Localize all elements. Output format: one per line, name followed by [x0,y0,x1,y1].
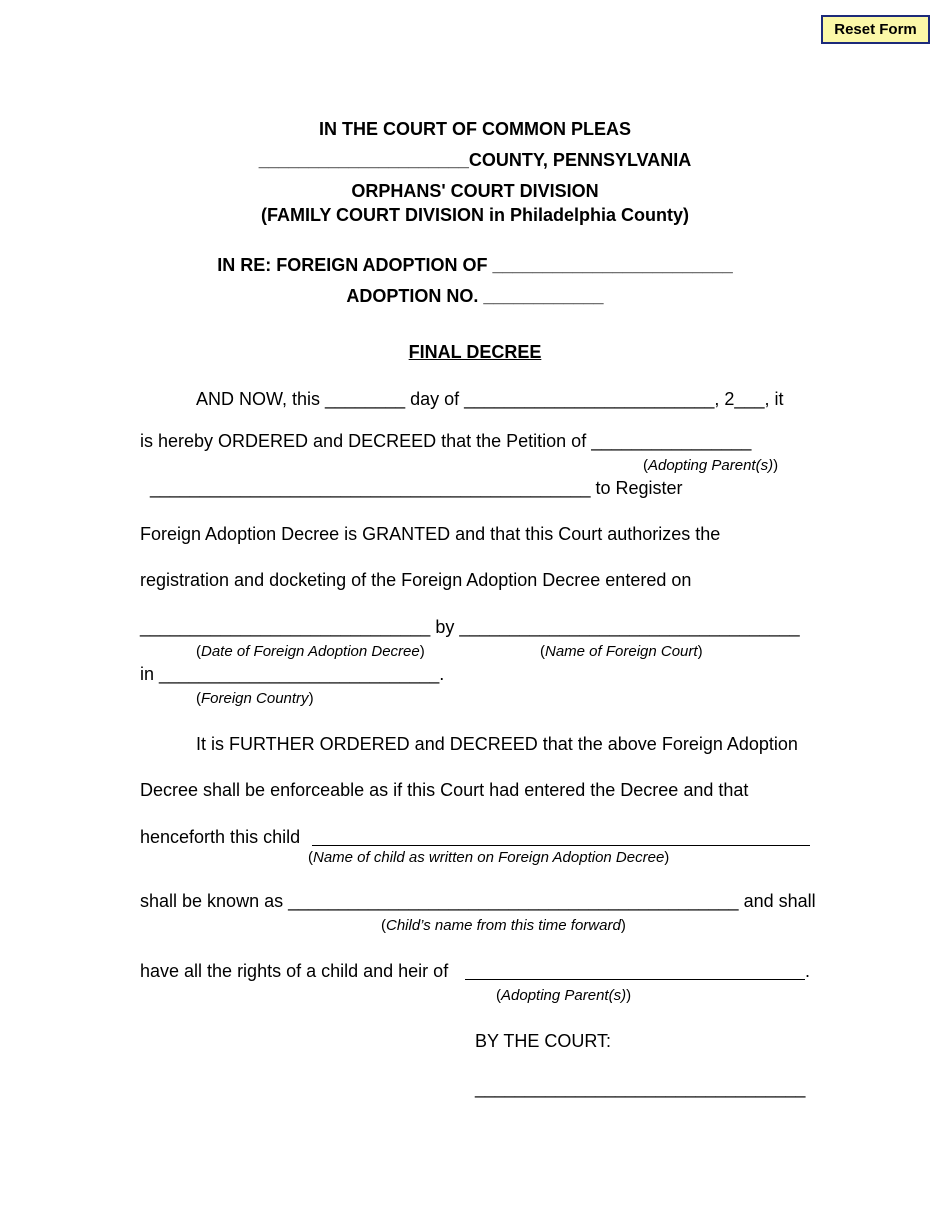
division-heading: ORPHANS' COURT DIVISION [351,181,599,201]
register-line[interactable]: ____________________________________________ to Register [150,478,683,498]
caption-foreign-country: (Foreign Country) [196,690,314,707]
heir-name-field[interactable] [465,979,805,980]
caption-adopting-parents: (Adopting Parent(s)) [643,457,779,474]
court-heading: IN THE COURT OF COMMON PLEAS [319,119,631,139]
foreign-decree-line[interactable]: _____________________________ by __________________________________ [140,617,800,637]
county-heading[interactable]: _____________________COUNTY, PENNSYLVANIA [258,150,692,170]
caption-adopting-parents-heir: (Adopting Parent(s)) [496,987,632,1004]
known-as-line[interactable]: shall be known as _____________________________________________ and shall [140,891,816,911]
signature-line[interactable]: _________________________________ [475,1078,806,1098]
reset-form-button[interactable]: Reset Form [821,15,930,44]
caption-foreign-court: (Name of Foreign Court) [540,643,703,660]
heir-period: . [805,961,811,981]
registration-line: registration and docketing of the Foreign Adoption Decree entered on [140,570,692,590]
child-name-field[interactable] [312,845,810,846]
adoption-number-line[interactable]: ADOPTION NO. ____________ [346,286,604,306]
petition-line[interactable]: is hereby ORDERED and DECREED that the Petition of ________________ [140,431,752,451]
by-the-court-label: BY THE COURT: [475,1031,612,1051]
caption-child-forward: (Child’s name from this time forward) [381,917,626,934]
document-title: FINAL DECREE [408,342,542,362]
granted-line: Foreign Adoption Decree is GRANTED and that this Court authorizes the [140,524,721,544]
caption-child-name: (Name of child as written on Foreign Adoption Decree) [308,849,670,866]
in-re-line[interactable]: IN RE: FOREIGN ADOPTION OF ________________________ [217,255,733,275]
decree-date-line[interactable]: AND NOW, this ________ day of _________________________, 2___, it [196,389,784,409]
enforceable-line: Decree shall be enforceable as if this Court had entered the Decree and that [140,780,749,800]
caption-decree-date: (Date of Foreign Adoption Decree) [196,643,425,660]
family-division-heading: (FAMILY COURT DIVISION in Philadelphia County) [260,205,690,225]
further-ordered-line: It is FURTHER ORDERED and DECREED that the above Foreign Adoption [196,734,798,754]
heir-label: have all the rights of a child and heir of [140,961,449,981]
foreign-country-line[interactable]: in ____________________________. [140,664,445,684]
child-name-label: henceforth this child [140,827,301,847]
